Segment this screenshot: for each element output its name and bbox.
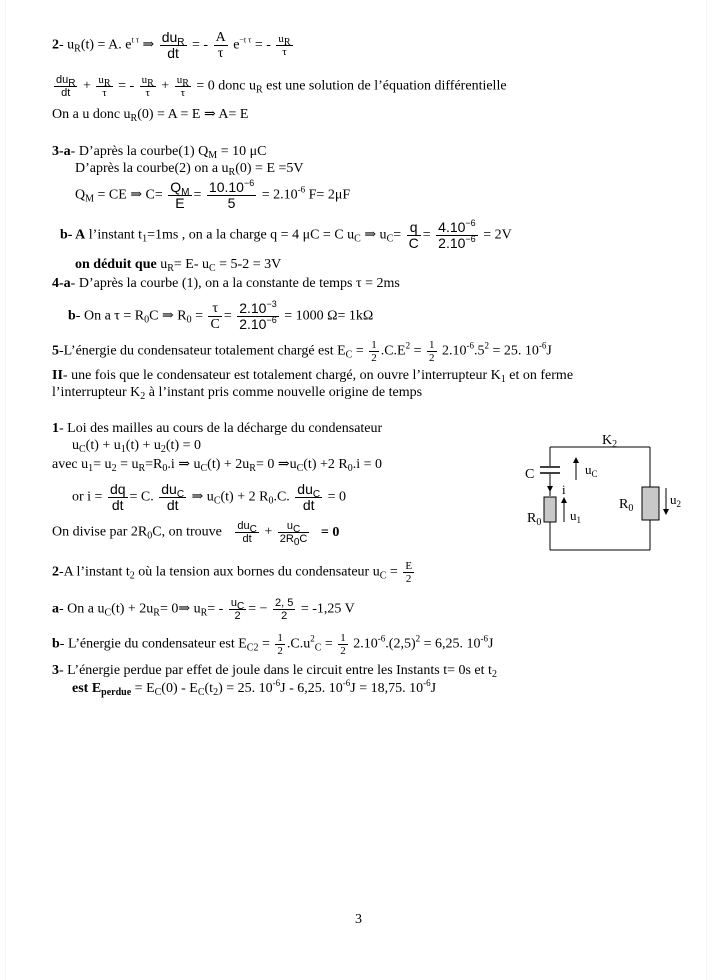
u2-arrow-icon <box>663 509 669 515</box>
u1-label: $u_1$ <box>570 508 581 525</box>
sII1-l4: or i = $\frac{dq}{dt}$ = C. $du_C$ dt ⇒ $u_C(t) + 2$ $R_0.C$. $du_C$ dt = 0 <box>72 481 346 513</box>
sII1-l3: avec $u_1= u_2 = u_R=R_0.i$ ⇒ $u_C(t) + 2u_R= 0$ $\Rightarrow u_C(t) +2$ $R_0.i = 0$ <box>52 457 383 474</box>
resistor-left <box>544 497 556 522</box>
s2-line2: $du_R$ dt + $\frac{u_R}{\tau}$ = - $\frac{u_R}{\tau}$ + $\frac{u_R}{\tau}$ = 0 donc $u_R$ est une solution de l’équation différentielle <box>56 74 507 99</box>
s3-a2: D’après la courbe(2) on a $u_R(0) = E =5V$ <box>75 161 304 178</box>
u1-arrow-icon <box>561 497 567 503</box>
r0-left-label: $R_0$ <box>527 511 542 528</box>
s4-b: b- On a $\tau = R_0C$ ⇒ $R_0$ = $\frac{\tau}{C}$ = $\frac{2.10^{-3}}{2.10^{-6}}$ = 1000 Ω= 1kΩ <box>68 299 374 332</box>
circuit-diagram <box>518 430 688 560</box>
current-arrow-icon <box>547 486 553 492</box>
s4-a: 4-a- D’après la courbe (1), on a la constante de temps τ = 2ms <box>52 276 400 291</box>
s3-b: b- A l’instant $t_1=1ms$ , on a la charge q = 4 μC = C $u_C$ ⇒ $u_C=$ $\frac{q}{C}$ = $\frac{4.10^{-6}}{2.10^{-6}}$ = 2V <box>60 218 512 251</box>
sII-line1: II- une fois que le condensateur est totalement chargé, on ouvre l’interrupteur $K_1$ et on ferme <box>52 368 574 385</box>
s5: 5-L’énergie du condensateur totalement chargé est $E_C$ = $\frac{1}{2}$ $.C.E^2$ = $\frac{1}{2}$ $2.10^{-6}.5^2 = 25$. $10^{-6}J$ <box>52 339 552 364</box>
i-label: i <box>562 482 566 497</box>
sII1-title: 1- Loi des mailles au cours de la décharge du condensateur <box>52 421 383 436</box>
sII2-line: 2-A l’instant $t_2$ où la tension aux bornes du condensateur $u_C$ = $\frac{E}{2}$ <box>52 560 413 585</box>
uc-label: $u_C$ <box>585 462 598 479</box>
s2-line1: 2- $u_R(t) = A$. $e^{t \tau}$ ⇒ $du_R$ dt = - $\frac{A}{\tau}$ $e^{-t \tau}$ = - $\frac{u_R}{\tau}$ <box>52 29 291 61</box>
r0-right-label: $R_0$ <box>619 497 634 514</box>
sII1-l2: $u_C(t) + u_1(t) + u_2(t) = 0$ <box>72 438 201 455</box>
uc-arrow-icon <box>573 457 579 463</box>
resistor-right <box>642 487 659 520</box>
sII3-line1: 3- L’énergie perdue par effet de joule dans le circuit entre les Instants t= 0s et $t_2$ <box>52 663 497 680</box>
u2-label: $u_2$ <box>670 492 681 509</box>
s2-line3: On a u donc $u_R(0) = A = E$ ⇒ A= E <box>52 107 249 124</box>
page-number: 3 <box>355 912 362 927</box>
k2-label: $K_2$ <box>602 433 618 450</box>
sII-line2: l’interrupteur $K_2$ à l’instant pris comme nouvelle origine de temps <box>52 385 423 402</box>
s3-a3: $Q_M$ = CE ⇒ C= $\frac{Q_M}{E}$ = $\frac{10.10^{-6}}{5}$ = $2.10^{-6}$ F= 2μF <box>75 178 351 211</box>
sII3-line2: est $E_{perdue} = E_C(0) - E_C(t_2) = 25$. $10^{-6}J - 6,25$. $10^{-6}J = 18,75$. $10^{-6}J$ <box>72 678 437 698</box>
sII1-l5: On divise par $2R_0C$, on trouve $du_C$ dt + $\frac{u_C}{2R_0C}$ = 0 <box>52 520 340 548</box>
sII2-b: b- L’énergie du condensateur est $E_{C2}$ = $\frac{1}{2}$ $.C.u^2_C$ = $\frac{1}{2}$ $2.10^{-6}.(2,5)^2 = 6,25$. $10^{-6}J$ <box>52 632 494 657</box>
s3-c: on déduit que $u_R= E-$ $u_C = 5-2 = 3V$ <box>75 257 282 274</box>
s3-a: 3-a- D’après la courbe(1) $Q_M = 10$ μC <box>52 144 267 161</box>
c-label: C <box>525 467 535 482</box>
sII2-a: a- On a $u_C(t) + 2u_R=$ 0⇒ $u_R=$ - $\frac{u_C}{2}$ = − $\frac{2, 5}{2}$ = -1,25 V <box>52 597 355 622</box>
s2-frac1: $du_R$ dt <box>161 29 185 61</box>
